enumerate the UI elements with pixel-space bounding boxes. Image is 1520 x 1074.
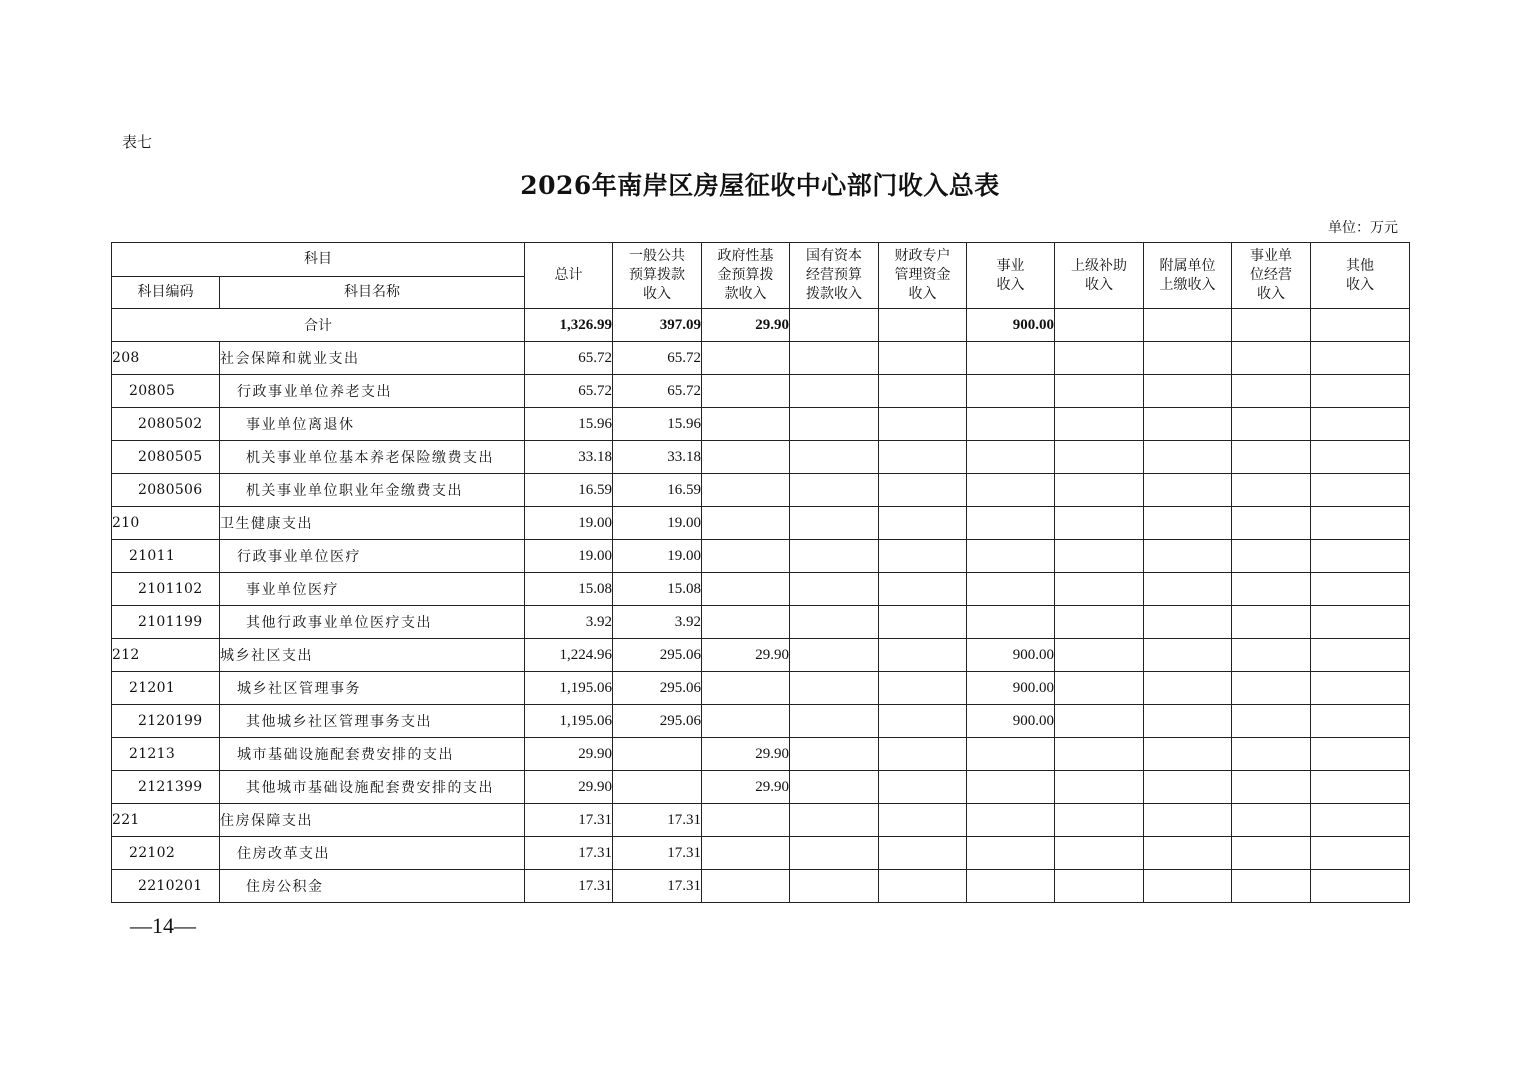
cell-business-operation [1232,342,1311,375]
cell-fund-budget: 29.90 [702,639,790,672]
cell-special-account [879,639,967,672]
subject-name: 其他城市基础设施配套费安排的支出 [220,771,525,804]
cell-fund-budget: 29.90 [702,738,790,771]
subject-code: 21213 [112,738,220,771]
cell-general-budget: 65.72 [613,375,702,408]
cell-business-operation [1232,573,1311,606]
table-row [112,507,1410,540]
cell-business-income [967,408,1055,441]
cell-special-account [879,771,967,804]
cell-state-capital [790,639,879,672]
cell-total: 3.92 [525,606,613,639]
cell-affiliated-remit [1144,375,1232,408]
total-cell-general-budget: 397.09 [613,309,702,342]
cell-business-operation [1232,375,1311,408]
cell-general-budget: 17.31 [613,837,702,870]
cell-state-capital [790,771,879,804]
cell-general-budget: 3.92 [613,606,702,639]
cell-business-income: 900.00 [967,639,1055,672]
cell-affiliated-remit [1144,672,1232,705]
cell-affiliated-remit [1144,870,1232,903]
header-total: 总计 [525,243,613,309]
cell-special-account [879,573,967,606]
header-business-operation: 事业单位经营收入 [1232,243,1311,309]
cell-general-budget: 295.06 [613,672,702,705]
subject-code: 21201 [112,672,220,705]
total-cell-business-operation [1232,309,1311,342]
cell-fund-budget [702,540,790,573]
cell-fund-budget [702,375,790,408]
subject-code: 2080502 [112,408,220,441]
cell-business-income [967,540,1055,573]
cell-affiliated-remit [1144,573,1232,606]
header-superior-subsidy: 上级补助收入 [1055,243,1144,309]
cell-fund-budget [702,705,790,738]
unit-label: 单位：万元 [1328,220,1398,236]
cell-fund-budget [702,606,790,639]
cell-business-income [967,342,1055,375]
cell-other-income [1311,639,1410,672]
cell-state-capital [790,870,879,903]
header-code: 科目编码 [112,277,220,309]
cell-superior-subsidy [1055,540,1144,573]
cell-general-budget: 17.31 [613,870,702,903]
cell-business-operation [1232,507,1311,540]
subject-name: 行政事业单位养老支出 [220,375,525,408]
table-row [112,639,1410,672]
cell-special-account [879,507,967,540]
subject-name: 住房保障支出 [220,804,525,837]
cell-superior-subsidy [1055,342,1144,375]
header-affiliated-remit: 附属单位上缴收入 [1144,243,1232,309]
cell-total: 65.72 [525,342,613,375]
cell-affiliated-remit [1144,804,1232,837]
cell-business-income [967,870,1055,903]
cell-affiliated-remit [1144,705,1232,738]
cell-business-income: 900.00 [967,672,1055,705]
cell-fund-budget [702,573,790,606]
cell-general-budget: 65.72 [613,342,702,375]
header-state-capital: 国有资本经营预算拨款收入 [790,243,879,309]
income-table [111,242,1410,903]
cell-affiliated-remit [1144,738,1232,771]
table-row [112,474,1410,507]
cell-state-capital [790,837,879,870]
cell-business-income [967,375,1055,408]
subject-code: 212 [112,639,220,672]
table-row [112,870,1410,903]
table-row [112,837,1410,870]
cell-state-capital [790,441,879,474]
cell-business-income [967,441,1055,474]
subject-code: 2120199 [112,705,220,738]
cell-fund-budget [702,441,790,474]
total-cell-fund-budget: 29.90 [702,309,790,342]
cell-affiliated-remit [1144,507,1232,540]
cell-special-account [879,540,967,573]
cell-affiliated-remit [1144,342,1232,375]
cell-other-income [1311,738,1410,771]
cell-state-capital [790,342,879,375]
cell-total: 17.31 [525,804,613,837]
table-label: 表七 [122,133,153,151]
cell-affiliated-remit [1144,606,1232,639]
cell-special-account [879,474,967,507]
cell-superior-subsidy [1055,837,1144,870]
cell-special-account [879,870,967,903]
total-cell-superior-subsidy [1055,309,1144,342]
cell-total: 15.96 [525,408,613,441]
cell-superior-subsidy [1055,606,1144,639]
table-row [112,342,1410,375]
cell-state-capital [790,573,879,606]
table-row [112,573,1410,606]
cell-business-operation [1232,606,1311,639]
cell-special-account [879,804,967,837]
cell-state-capital [790,540,879,573]
header-subject: 科目 [112,243,525,277]
subject-name: 机关事业单位基本养老保险缴费支出 [220,441,525,474]
cell-affiliated-remit [1144,639,1232,672]
cell-affiliated-remit [1144,441,1232,474]
table-row [112,441,1410,474]
cell-superior-subsidy [1055,771,1144,804]
cell-superior-subsidy [1055,804,1144,837]
cell-total: 29.90 [525,738,613,771]
subject-code: 2121399 [112,771,220,804]
cell-other-income [1311,474,1410,507]
cell-special-account [879,408,967,441]
cell-other-income [1311,375,1410,408]
cell-business-operation [1232,474,1311,507]
cell-total: 33.18 [525,441,613,474]
subject-code: 210 [112,507,220,540]
cell-special-account [879,672,967,705]
total-cell-affiliated-remit [1144,309,1232,342]
cell-state-capital [790,672,879,705]
cell-business-income: 900.00 [967,705,1055,738]
cell-business-income [967,507,1055,540]
subject-code: 22102 [112,837,220,870]
subject-code: 2101102 [112,573,220,606]
table-row [112,771,1410,804]
cell-fund-budget [702,672,790,705]
total-label: 合计 [112,309,525,342]
cell-other-income [1311,408,1410,441]
page-title: 2026年南岸区房屋征收中心部门收入总表 [520,171,1000,200]
cell-business-operation [1232,639,1311,672]
cell-other-income [1311,573,1410,606]
total-cell-state-capital [790,309,879,342]
cell-state-capital [790,507,879,540]
cell-total: 1,195.06 [525,705,613,738]
cell-business-operation [1232,870,1311,903]
cell-fund-budget [702,474,790,507]
cell-fund-budget [702,804,790,837]
total-cell-total: 1,326.99 [525,309,613,342]
subject-name: 行政事业单位医疗 [220,540,525,573]
cell-other-income [1311,705,1410,738]
cell-general-budget: 295.06 [613,639,702,672]
cell-total: 1,195.06 [525,672,613,705]
cell-superior-subsidy [1055,408,1144,441]
cell-affiliated-remit [1144,837,1232,870]
cell-fund-budget [702,507,790,540]
table-row [112,672,1410,705]
cell-state-capital [790,804,879,837]
total-row [112,309,1410,342]
header-other-income: 其他收入 [1311,243,1410,309]
subject-name: 其他城乡社区管理事务支出 [220,705,525,738]
subject-code: 21011 [112,540,220,573]
subject-name: 住房改革支出 [220,837,525,870]
subject-code: 2210201 [112,870,220,903]
cell-total: 17.31 [525,870,613,903]
cell-state-capital [790,375,879,408]
subject-name: 事业单位离退休 [220,408,525,441]
table-row [112,540,1410,573]
header-business-income: 事业收入 [967,243,1055,309]
cell-other-income [1311,342,1410,375]
cell-other-income [1311,441,1410,474]
table-row [112,606,1410,639]
cell-state-capital [790,606,879,639]
cell-affiliated-remit [1144,474,1232,507]
cell-other-income [1311,507,1410,540]
cell-superior-subsidy [1055,507,1144,540]
table-row [112,738,1410,771]
subject-name: 城乡社区管理事务 [220,672,525,705]
cell-fund-budget: 29.90 [702,771,790,804]
cell-business-operation [1232,441,1311,474]
cell-general-budget [613,771,702,804]
cell-superior-subsidy [1055,639,1144,672]
cell-general-budget: 15.96 [613,408,702,441]
subject-code: 2080505 [112,441,220,474]
cell-state-capital [790,408,879,441]
cell-business-income [967,606,1055,639]
cell-total: 15.08 [525,573,613,606]
cell-total: 19.00 [525,507,613,540]
subject-name: 社会保障和就业支出 [220,342,525,375]
table-row [112,375,1410,408]
cell-business-operation [1232,540,1311,573]
cell-other-income [1311,672,1410,705]
total-cell-other-income [1311,309,1410,342]
cell-total: 16.59 [525,474,613,507]
subject-code: 20805 [112,375,220,408]
cell-business-operation [1232,672,1311,705]
cell-general-budget: 15.08 [613,573,702,606]
cell-superior-subsidy [1055,738,1144,771]
data-rows [112,342,1410,903]
cell-other-income [1311,837,1410,870]
subject-name: 城市基础设施配套费安排的支出 [220,738,525,771]
header-row [112,243,1410,277]
cell-total: 1,224.96 [525,639,613,672]
subject-name: 住房公积金 [220,870,525,903]
cell-business-income [967,804,1055,837]
cell-general-budget: 295.06 [613,705,702,738]
cell-general-budget: 16.59 [613,474,702,507]
cell-superior-subsidy [1055,441,1144,474]
cell-fund-budget [702,342,790,375]
total-cell-special-account [879,309,967,342]
cell-state-capital [790,738,879,771]
cell-special-account [879,441,967,474]
subject-name: 其他行政事业单位医疗支出 [220,606,525,639]
header-general-budget: 一般公共预算拨款收入 [613,243,702,309]
table-row [112,705,1410,738]
cell-business-income [967,837,1055,870]
cell-business-income [967,738,1055,771]
total-cell-business-income: 900.00 [967,309,1055,342]
cell-special-account [879,342,967,375]
cell-total: 17.31 [525,837,613,870]
subject-name: 事业单位医疗 [220,573,525,606]
cell-general-budget: 17.31 [613,804,702,837]
cell-superior-subsidy [1055,573,1144,606]
cell-superior-subsidy [1055,672,1144,705]
cell-special-account [879,606,967,639]
table-row [112,804,1410,837]
cell-special-account [879,705,967,738]
cell-general-budget [613,738,702,771]
cell-business-operation [1232,837,1311,870]
subject-name: 机关事业单位职业年金缴费支出 [220,474,525,507]
cell-other-income [1311,771,1410,804]
cell-business-operation [1232,705,1311,738]
cell-superior-subsidy [1055,375,1144,408]
cell-superior-subsidy [1055,474,1144,507]
cell-total: 65.72 [525,375,613,408]
subject-code: 2080506 [112,474,220,507]
cell-business-operation [1232,738,1311,771]
cell-other-income [1311,606,1410,639]
cell-other-income [1311,804,1410,837]
page-number: —14— [130,913,196,938]
subject-name: 卫生健康支出 [220,507,525,540]
cell-state-capital [790,705,879,738]
cell-affiliated-remit [1144,540,1232,573]
subject-code: 221 [112,804,220,837]
cell-business-income [967,573,1055,606]
cell-affiliated-remit [1144,408,1232,441]
cell-business-income [967,771,1055,804]
cell-superior-subsidy [1055,705,1144,738]
cell-special-account [879,375,967,408]
cell-affiliated-remit [1144,771,1232,804]
cell-fund-budget [702,408,790,441]
table-row [112,408,1410,441]
header-name: 科目名称 [220,277,525,309]
cell-business-income [967,474,1055,507]
cell-general-budget: 19.00 [613,540,702,573]
cell-total: 19.00 [525,540,613,573]
cell-fund-budget [702,837,790,870]
cell-business-operation [1232,804,1311,837]
cell-state-capital [790,474,879,507]
subject-name: 城乡社区支出 [220,639,525,672]
cell-fund-budget [702,870,790,903]
cell-other-income [1311,870,1410,903]
header-special-account: 财政专户管理资金收入 [879,243,967,309]
cell-special-account [879,837,967,870]
cell-general-budget: 19.00 [613,507,702,540]
cell-superior-subsidy [1055,870,1144,903]
cell-special-account [879,738,967,771]
cell-business-operation [1232,408,1311,441]
cell-total: 29.90 [525,771,613,804]
subject-code: 2101199 [112,606,220,639]
cell-other-income [1311,540,1410,573]
subject-code: 208 [112,342,220,375]
cell-general-budget: 33.18 [613,441,702,474]
cell-business-operation [1232,771,1311,804]
header-fund-budget: 政府性基金预算拨款收入 [702,243,790,309]
